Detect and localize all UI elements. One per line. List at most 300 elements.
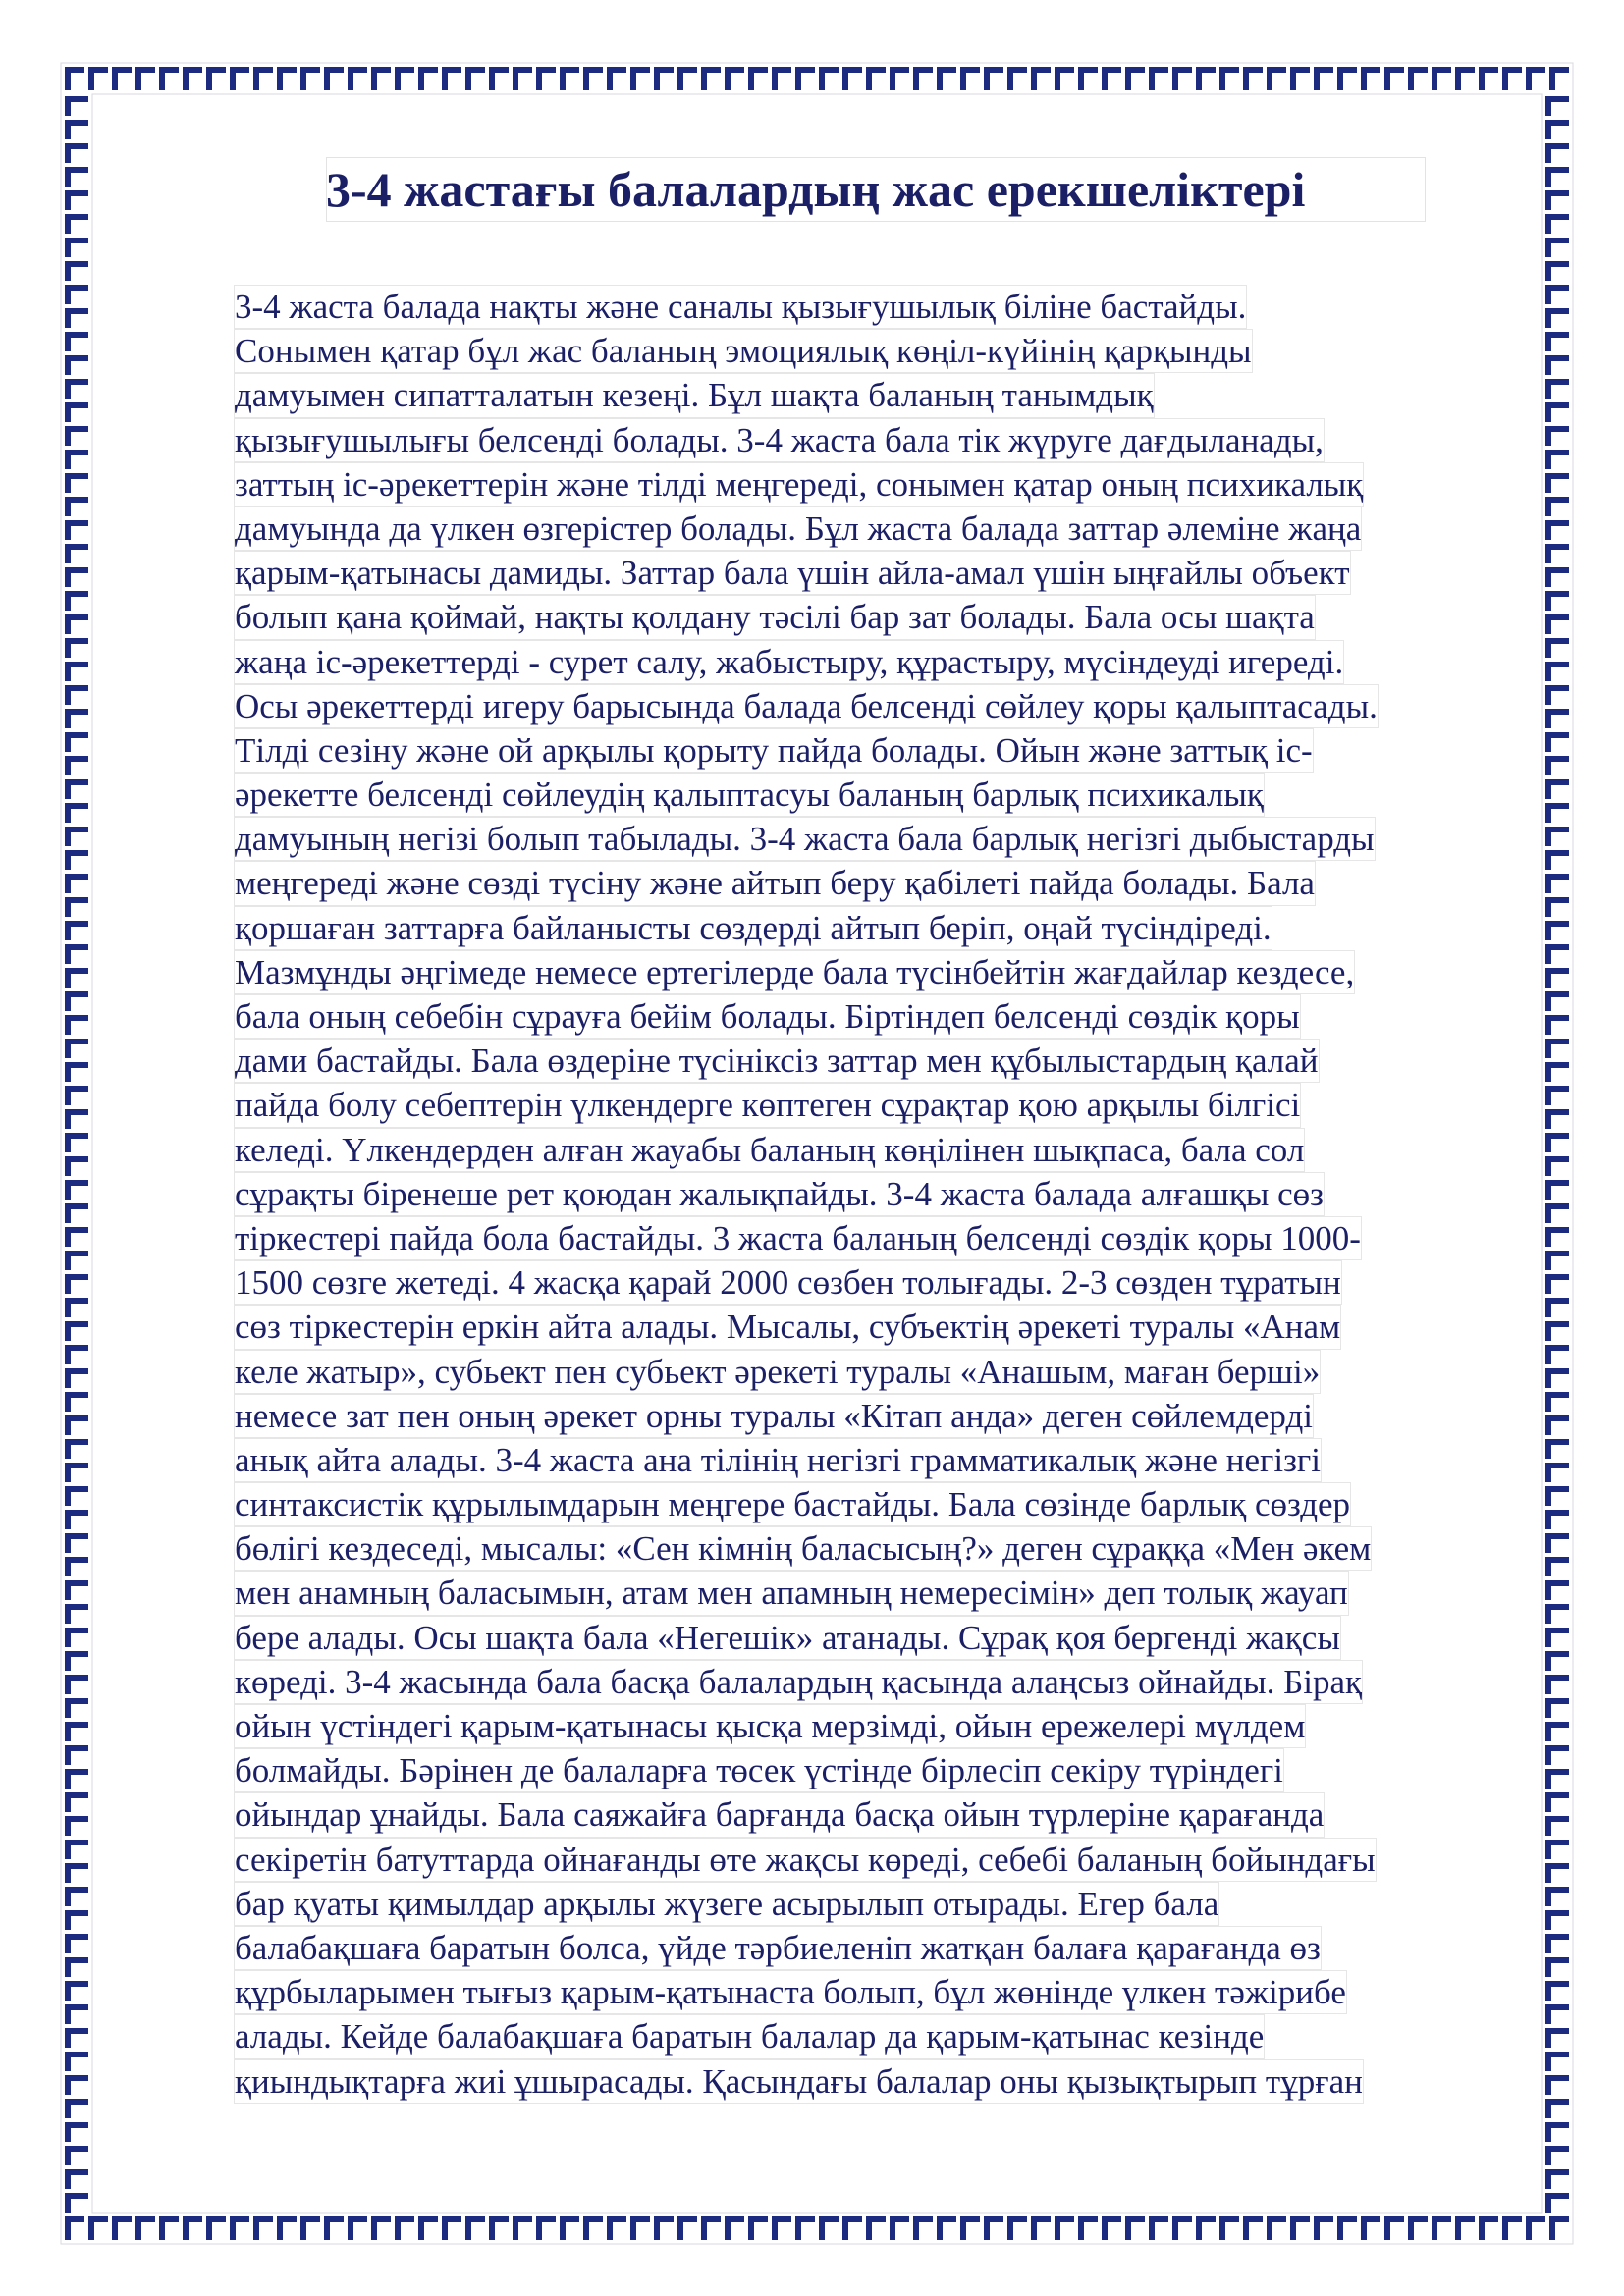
- border-segment: [65, 2052, 71, 2071]
- border-segment: [1545, 1792, 1551, 1812]
- border-segment: [348, 2216, 353, 2240]
- border-segment: [65, 96, 71, 116]
- border-segment: [65, 2146, 71, 2165]
- border-segment: [253, 2216, 259, 2240]
- border-segment: [842, 2216, 848, 2240]
- border-segment: [654, 67, 660, 90]
- border-segment: [65, 921, 71, 940]
- border-segment: [65, 1769, 71, 1789]
- paragraph-line: [234, 1172, 1530, 1216]
- border-segment: [65, 1510, 71, 1529]
- border-segment: [183, 67, 189, 90]
- border-segment: [1196, 67, 1202, 90]
- border-segment: [725, 67, 731, 90]
- border-segment: [1243, 67, 1249, 90]
- border-segment: [65, 120, 71, 139]
- paragraph-line: [234, 1039, 1530, 1083]
- border-segment: [65, 1934, 71, 1953]
- border-segment: [65, 473, 71, 493]
- border-segment: [65, 1133, 71, 1152]
- document-title: 3-4 жастағы балалардың жас ерекшеліктері: [326, 157, 1426, 222]
- border-segment: [1545, 1557, 1551, 1576]
- border-segment: [1545, 779, 1551, 799]
- border-segment: [960, 67, 966, 90]
- border-segment: [324, 2216, 330, 2240]
- border-segment: [1545, 214, 1551, 234]
- border-segment: [65, 1345, 71, 1364]
- border-segment: [65, 2028, 71, 2048]
- border-segment: [65, 1039, 71, 1058]
- border-segment: [1545, 1180, 1551, 1200]
- border-segment: [1172, 67, 1178, 90]
- border-segment: [65, 756, 71, 775]
- border-segment: [1545, 638, 1551, 658]
- border-segment: [1545, 1769, 1551, 1789]
- border-segment: [442, 2216, 448, 2240]
- border-segment: [1502, 67, 1508, 90]
- border-segment: [513, 67, 518, 90]
- paragraph-line: [234, 462, 1530, 507]
- border-segment: [1432, 2216, 1437, 2240]
- border-segment: [1545, 874, 1551, 893]
- border-segment: [1545, 1345, 1551, 1364]
- border-segment: [1545, 308, 1551, 328]
- border-segment: [913, 2216, 919, 2240]
- paragraph-line-text: бөлігі кездеседі, мысалы: «Сен кімнің баласысың?» деген сұраққа «Мен әкем: [234, 1526, 1372, 1571]
- paragraph-line: [234, 1704, 1530, 1748]
- border-segment: [1545, 1062, 1551, 1082]
- border-segment: [1545, 1510, 1551, 1529]
- border-segment: [65, 968, 71, 988]
- border-segment: [1408, 2216, 1414, 2240]
- border-segment: [937, 67, 943, 90]
- border-segment: [65, 1675, 71, 1694]
- border-segment: [65, 1863, 71, 1883]
- border-segment: [65, 1156, 71, 1176]
- border-segment: [1545, 614, 1551, 634]
- border-segment: [65, 143, 71, 163]
- border-segment: [65, 1816, 71, 1836]
- border-segment: [418, 67, 424, 90]
- border-segment: [1549, 2216, 1555, 2240]
- border-segment: [1384, 67, 1390, 90]
- border-segment: [1545, 1415, 1551, 1435]
- border-segment: [65, 450, 71, 469]
- border-segment: [1545, 544, 1551, 563]
- border-segment: [1545, 1722, 1551, 1741]
- paragraph-line: [234, 595, 1530, 639]
- border-segment: [1545, 2193, 1551, 2213]
- border-segment: [65, 2169, 71, 2189]
- border-segment: [1455, 2216, 1461, 2240]
- border-segment: [1545, 2146, 1551, 2165]
- border-segment: [748, 67, 754, 90]
- border-segment: [1545, 1628, 1551, 1647]
- paragraph-line-text: дамуымен сипатталатын кезеңі. Бұл шақта баланың танымдық: [234, 373, 1155, 417]
- border-segment: [65, 662, 71, 681]
- paragraph-line: [234, 285, 1530, 329]
- border-segment: [1545, 732, 1551, 752]
- border-segment: [1545, 1439, 1551, 1459]
- border-segment: [65, 2075, 71, 2095]
- border-segment: [1545, 1745, 1551, 1765]
- border-segment: [65, 1015, 71, 1035]
- border-segment: [1545, 167, 1551, 187]
- paragraph-line: [234, 728, 1530, 773]
- border-segment: [1196, 2216, 1202, 2240]
- border-segment: [1545, 2004, 1551, 2024]
- border-segment: [1545, 120, 1551, 139]
- paragraph-line-text: сөз тіркестерін еркін айта алады. Мысалы, субъектің әрекеті туралы «Анам: [234, 1305, 1341, 1349]
- paragraph-line-text: бала оның себебін сұрауға бейім болады. Біртіндеп белсенді сөздік қоры: [234, 994, 1301, 1039]
- border-segment: [1545, 261, 1551, 281]
- border-segment: [677, 2216, 683, 2240]
- border-segment: [1545, 1533, 1551, 1553]
- border-segment: [984, 67, 990, 90]
- border-segment: [1219, 67, 1225, 90]
- border-segment: [842, 67, 848, 90]
- border-segment: [1314, 67, 1320, 90]
- border-segment: [1545, 96, 1551, 116]
- border-segment: [65, 1463, 71, 1482]
- paragraph-line: [234, 1616, 1530, 1660]
- border-segment: [1545, 2099, 1551, 2118]
- border-segment: [65, 1910, 71, 1930]
- border-segment: [65, 190, 71, 210]
- border-segment: [1384, 2216, 1390, 2240]
- border-segment: [1545, 332, 1551, 351]
- border-segment: [65, 1368, 71, 1388]
- border-segment: [1545, 1227, 1551, 1247]
- border-segment: [65, 1109, 71, 1129]
- border-segment: [206, 2216, 212, 2240]
- border-segment: [65, 1180, 71, 1200]
- border-segment: [1361, 2216, 1367, 2240]
- paragraph-line-text: 3-4 жаста балада нақты және саналы қызығушылық біліне бастайды.: [234, 285, 1247, 329]
- paragraph-line-text: келе жатыр», субьект пен субьект әрекеті туралы «Анашым, маған берші»: [234, 1350, 1321, 1394]
- paragraph-line-text: Тілді сезіну және ой арқылы қорыту пайда болады. Ойын және заттық іс-: [234, 728, 1314, 773]
- border-segment: [65, 874, 71, 893]
- border-segment: [1055, 2216, 1060, 2240]
- border-segment: [65, 709, 71, 728]
- border-segment: [465, 67, 471, 90]
- paragraph-line: [234, 2059, 1530, 2104]
- border-segment: [65, 426, 71, 446]
- border-segment: [65, 544, 71, 563]
- paragraph-line-text: қиындықтарға жиі ұшырасады. Қасындағы балалар оны қызықтырып тұрған: [234, 2059, 1364, 2104]
- border-segment: [1545, 968, 1551, 988]
- border-segment: [630, 67, 636, 90]
- border-segment: [65, 1486, 71, 1506]
- paragraph-line-text: Мазмұнды әңгімеде немесе ертегілерде бала түсінбейтін жағдайлар кездесе,: [234, 950, 1355, 994]
- border-segment: [1545, 1698, 1551, 1718]
- border-segment: [1545, 1887, 1551, 1906]
- border-segment: [65, 1651, 71, 1671]
- border-segment: [1102, 2216, 1108, 2240]
- border-segment: [1125, 67, 1131, 90]
- paragraph-line-text: ойын үстіндегі қарым-қатынасы қысқа мерзімді, ойын ережелері мүлдем: [234, 1704, 1306, 1748]
- paragraph-line: [234, 1128, 1530, 1172]
- border-segment: [1545, 1486, 1551, 1506]
- border-segment: [65, 1698, 71, 1718]
- border-segment: [890, 2216, 895, 2240]
- border-segment: [65, 261, 71, 281]
- border-segment: [960, 2216, 966, 2240]
- paragraph-line: [234, 1660, 1530, 1704]
- border-segment: [725, 2216, 731, 2240]
- border-segment: [65, 1392, 71, 1412]
- border-segment: [65, 2216, 71, 2240]
- border-segment: [1545, 450, 1551, 469]
- border-segment: [418, 2216, 424, 2240]
- border-segment: [1314, 2216, 1320, 2240]
- border-segment: [1545, 1368, 1551, 1388]
- border-segment: [183, 2216, 189, 2240]
- border-segment: [277, 67, 283, 90]
- border-segment: [1545, 897, 1551, 917]
- border-segment: [748, 2216, 754, 2240]
- border-segment: [819, 2216, 825, 2240]
- border-segment: [1545, 1321, 1551, 1341]
- border-segment: [1545, 662, 1551, 681]
- border-segment: [65, 1086, 71, 1105]
- border-segment: [1078, 2216, 1084, 2240]
- paragraph-line: [234, 1482, 1530, 1526]
- border-segment: [65, 2099, 71, 2118]
- paragraph-line: [234, 418, 1530, 462]
- border-segment: [65, 1887, 71, 1906]
- border-segment: [1545, 497, 1551, 516]
- border-segment: [1125, 2216, 1131, 2240]
- border-segment: [1526, 67, 1532, 90]
- paragraph-line: [234, 1305, 1530, 1349]
- border-segment: [1545, 1392, 1551, 1412]
- paragraph-line: [234, 1260, 1530, 1305]
- paragraph-line: [234, 1216, 1530, 1260]
- border-segment: [1545, 756, 1551, 775]
- border-segment: [1102, 67, 1108, 90]
- border-segment: [1408, 67, 1414, 90]
- border-segment: [65, 1745, 71, 1765]
- border-segment: [772, 67, 778, 90]
- border-segment: [1545, 1156, 1551, 1176]
- border-segment: [1526, 2216, 1532, 2240]
- border-segment: [300, 2216, 306, 2240]
- paragraph-line-text: 1500 сөзге жетеді. 4 жасқа қарай 2000 сөзбен толығады. 2-3 сөзден тұратын: [234, 1260, 1342, 1305]
- border-segment: [1545, 2075, 1551, 2095]
- border-segment: [1545, 520, 1551, 540]
- border-segment: [1545, 1651, 1551, 1671]
- border-segment: [65, 1957, 71, 1977]
- paragraph-line: [234, 507, 1530, 551]
- border-segment: [324, 67, 330, 90]
- paragraph-line: [234, 950, 1530, 994]
- border-segment: [819, 67, 825, 90]
- border-segment: [65, 308, 71, 328]
- paragraph-line-text: секіретін батуттарда ойнағанды өте жақсы көреді, себебі баланың бойындағы: [234, 1838, 1377, 1882]
- border-segment: [65, 614, 71, 634]
- border-segment: [1267, 2216, 1272, 2240]
- border-segment: [1545, 1086, 1551, 1105]
- border-segment: [65, 1274, 71, 1294]
- paragraph-line-text: заттың іс-әрекеттерін және тілді меңгереді, сонымен қатар оның психикалық: [234, 462, 1364, 507]
- border-segment: [65, 2004, 71, 2024]
- border-segment: [65, 214, 71, 234]
- paragraph-line: [234, 551, 1530, 595]
- paragraph-line: [234, 373, 1530, 417]
- border-segment: [1545, 567, 1551, 587]
- border-segment: [795, 2216, 801, 2240]
- border-segment: [65, 732, 71, 752]
- border-segment: [135, 2216, 141, 2240]
- border-segment: [1545, 2122, 1551, 2142]
- border-segment: [65, 1722, 71, 1741]
- border-segment: [1545, 190, 1551, 210]
- border-segment: [1545, 2028, 1551, 2048]
- border-segment: [937, 2216, 943, 2240]
- border-segment: [65, 1792, 71, 1812]
- border-segment: [65, 497, 71, 516]
- border-segment: [630, 2216, 636, 2240]
- paragraph-line-text: анық айта алады. 3-4 жаста ана тілінің негізгі грамматикалық және негізгі: [234, 1438, 1322, 1482]
- border-segment: [772, 2216, 778, 2240]
- paragraph-line-text: көреді. 3-4 жасында бала басқа балалардың қасында алаңсыз ойнайды. Бірақ: [234, 1660, 1363, 1704]
- border-segment: [65, 897, 71, 917]
- border-segment: [65, 379, 71, 399]
- border-segment: [1078, 67, 1084, 90]
- border-segment: [65, 991, 71, 1011]
- paragraph-line-text: сұрақты біренеше рет қоюдан жалықпайды. 3-4 жаста балада алғашқы сөз: [234, 1172, 1325, 1216]
- border-segment: [371, 2216, 377, 2240]
- border-segment: [65, 285, 71, 304]
- border-segment: [1479, 67, 1485, 90]
- border-segment: [1267, 67, 1272, 90]
- border-segment: [65, 850, 71, 870]
- border-segment: [1545, 1298, 1551, 1317]
- paragraph-line-text: әрекетте белсенді сөйлеудің қалыптасуы баланың барлық психикалық: [234, 773, 1265, 817]
- border-segment: [65, 1439, 71, 1459]
- border-segment: [465, 2216, 471, 2240]
- border-segment: [65, 1415, 71, 1435]
- border-segment: [1545, 1816, 1551, 1836]
- border-segment: [65, 2122, 71, 2142]
- border-segment: [65, 1981, 71, 2001]
- border-segment: [230, 67, 236, 90]
- border-segment: [513, 2216, 518, 2240]
- border-segment: [677, 67, 683, 90]
- paragraph-line-text: дами бастайды. Бала өздеріне түсініксіз заттар мен құбылыстардың қалай: [234, 1039, 1320, 1083]
- border-segment: [1545, 991, 1551, 1011]
- border-segment: [984, 2216, 990, 2240]
- border-segment: [1545, 1910, 1551, 1930]
- border-segment: [253, 67, 259, 90]
- border-segment: [65, 1203, 71, 1223]
- border-segment: [1149, 67, 1155, 90]
- paragraph-line-text: болмайды. Бәрінен де балаларға төсек үстінде бірлесіп секіру түріндегі: [234, 1748, 1284, 1792]
- paragraph-line-text: ойындар ұнайды. Бала саяжайға барғанда басқа ойын түрлеріне қарағанда: [234, 1792, 1325, 1837]
- border-segment: [65, 1298, 71, 1317]
- border-segment: [65, 67, 71, 90]
- border-segment: [1432, 67, 1437, 90]
- border-segment: [395, 2216, 401, 2240]
- border-segment: [913, 67, 919, 90]
- border-segment: [1545, 426, 1551, 446]
- border-segment: [65, 402, 71, 422]
- border-segment: [866, 67, 872, 90]
- paragraph-line-text: жаңа іс-әрекеттерді - сурет салу, жабыстыру, құрастыру, мүсіндеуді игереді.: [234, 640, 1344, 684]
- paragraph-line: [234, 684, 1530, 728]
- border-segment: [1545, 1604, 1551, 1624]
- border-segment: [1007, 67, 1013, 90]
- paragraph-line-text: қызығушылығы белсенді болады. 3-4 жаста бала тік жүруге дағдыланады,: [234, 418, 1325, 462]
- border-segment: [1545, 143, 1551, 163]
- border-segment: [395, 67, 401, 90]
- border-segment: [1545, 1840, 1551, 1859]
- border-segment: [1545, 827, 1551, 846]
- border-segment: [536, 67, 542, 90]
- border-segment: [866, 2216, 872, 2240]
- paragraph-line: [234, 1882, 1530, 1926]
- border-segment: [795, 67, 801, 90]
- border-segment: [65, 332, 71, 351]
- paragraph-line-text: меңгереді және сөзді түсіну және айтып беру қабілеті пайда болады. Бала: [234, 861, 1316, 905]
- paragraph-line: [234, 1394, 1530, 1438]
- border-segment: [230, 2216, 236, 2240]
- border-segment: [1479, 2216, 1485, 2240]
- border-segment: [607, 2216, 613, 2240]
- border-segment: [654, 2216, 660, 2240]
- border-segment: [1055, 67, 1060, 90]
- border-segment: [1545, 355, 1551, 375]
- border-segment: [65, 2193, 71, 2213]
- paragraph-line-text: пайда болу себептерін үлкендерге көптеген сұрақтар қою арқылы білгісі: [234, 1083, 1301, 1127]
- border-segment: [1545, 1203, 1551, 1223]
- border-segment: [1545, 402, 1551, 422]
- border-segment: [65, 591, 71, 611]
- border-segment: [1545, 1981, 1551, 2001]
- border-segment: [1545, 1580, 1551, 1600]
- paragraph-line: [234, 994, 1530, 1039]
- border-segment: [65, 1227, 71, 1247]
- border-segment: [583, 67, 589, 90]
- border-segment: [65, 167, 71, 187]
- paragraph-line-text: дамуының негізі болып табылады. 3-4 жаста бала барлық негізгі дыбыстарды: [234, 817, 1376, 861]
- paragraph-line-text: Осы әрекеттерді игеру барысында балада белсенді сөйлеу қоры қалыптасады.: [234, 684, 1379, 728]
- border-segment: [1545, 1133, 1551, 1152]
- border-segment: [701, 67, 707, 90]
- border-segment: [277, 2216, 283, 2240]
- paragraph-line: [234, 1438, 1530, 1482]
- border-segment: [607, 67, 613, 90]
- border-segment: [1545, 238, 1551, 257]
- border-segment: [371, 67, 377, 90]
- border-segment: [300, 67, 306, 90]
- border-segment: [442, 67, 448, 90]
- paragraph-line: [234, 1571, 1530, 1615]
- paragraph-line-text: синтаксистік құрылымдарын меңгере бастайды. Бала сөзінде барлық сөздер: [234, 1482, 1351, 1526]
- border-segment: [135, 67, 141, 90]
- paragraph-line: [234, 1838, 1530, 1882]
- border-segment: [1545, 1109, 1551, 1129]
- paragraph-line: [234, 1350, 1530, 1394]
- border-segment: [65, 355, 71, 375]
- border-segment: [536, 2216, 542, 2240]
- paragraph-line-text: тіркестері пайда бола бастайды. 3 жаста баланың белсенді сөздік қоры 1000-: [234, 1216, 1362, 1260]
- border-segment: [1545, 285, 1551, 304]
- paragraph-line-text: қоршаған заттарға байланысты сөздерді айтып беріп, оңай түсіндіреді.: [234, 906, 1272, 950]
- border-segment: [65, 1580, 71, 1600]
- paragraph-line: [234, 1526, 1530, 1571]
